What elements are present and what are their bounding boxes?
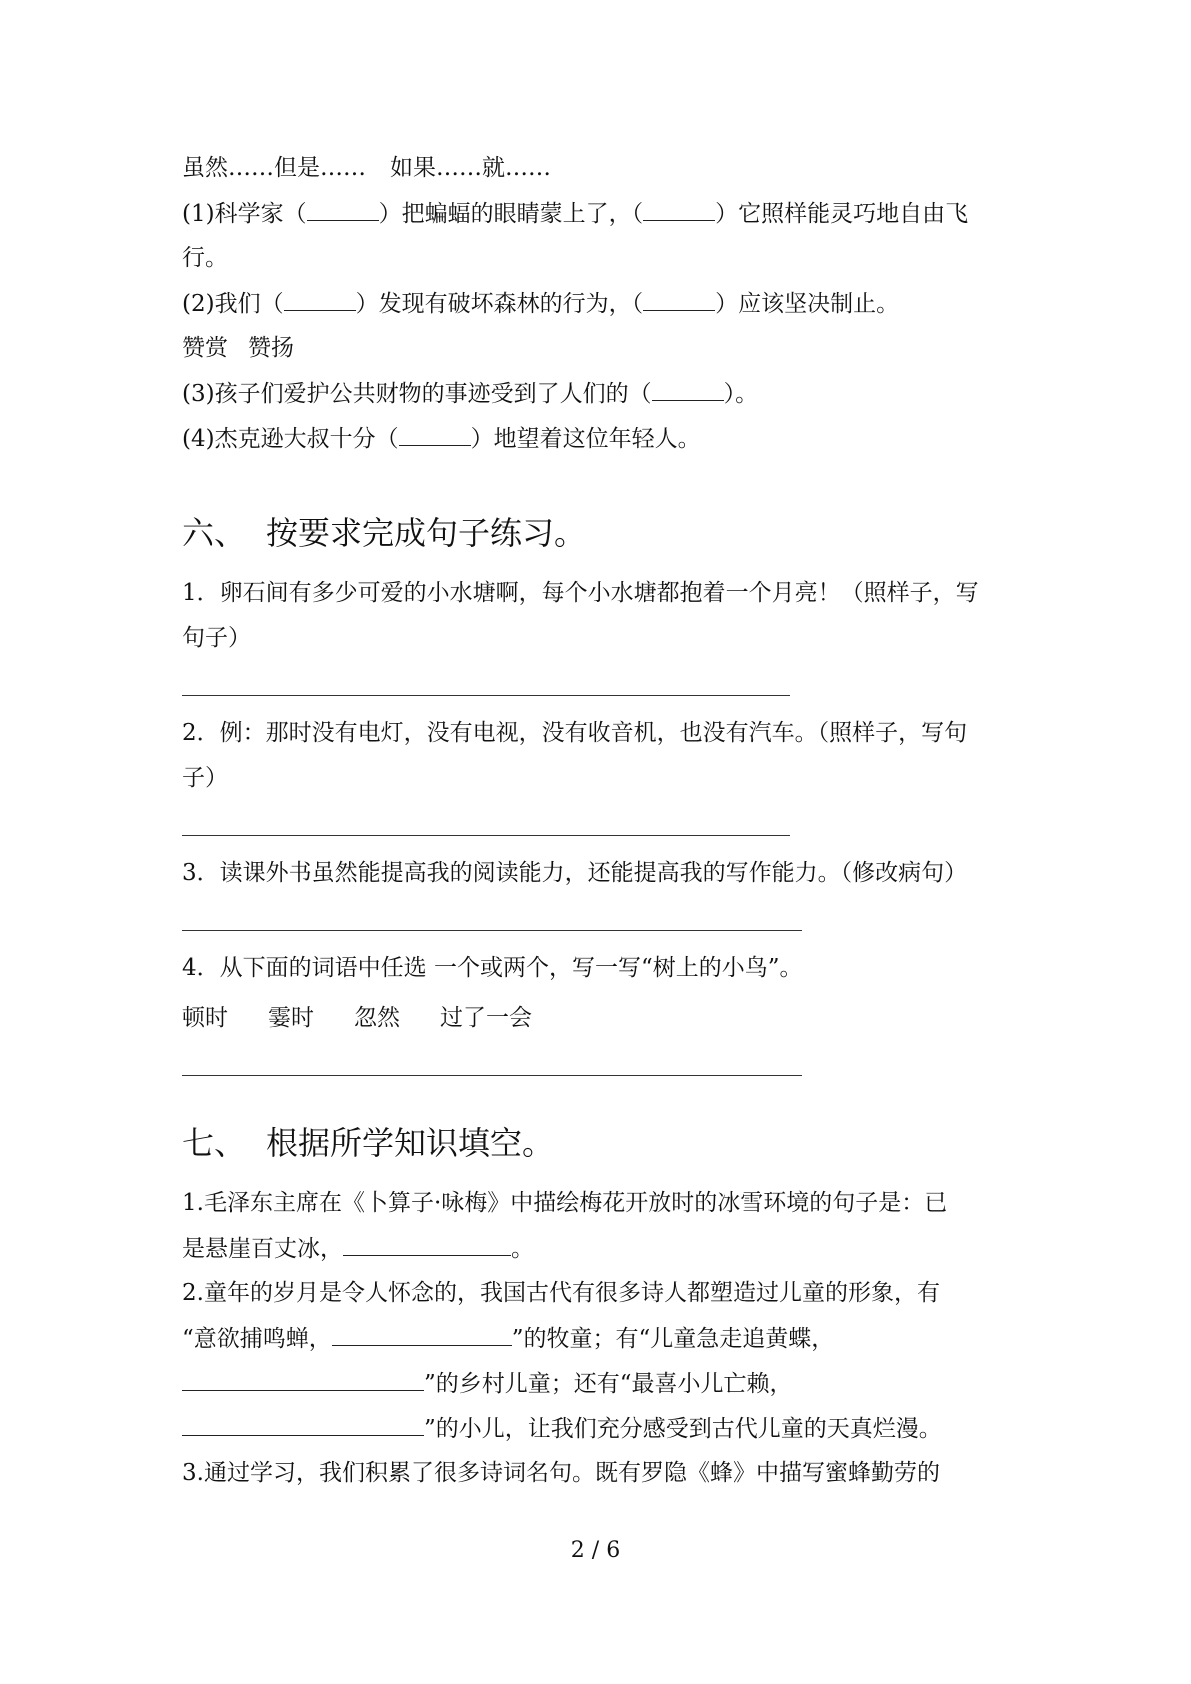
answer-line[interactable] [182,930,802,931]
question-5-4: (4)杰克逊大叔十分（ ）地望着这位年轻人。 [182,423,701,454]
question-7-2: 2.童年的岁月是令人怀念的，我国古代有很多诗人都塑造过儿童的形象，有 [182,1280,940,1306]
answer-blank[interactable] [652,378,724,401]
answer-blank[interactable] [643,198,715,221]
section-number: 七、 [182,1124,247,1162]
question-5-2: (2)我们（ ）发现有破坏森林的行为，（ ）应该坚决制止。 [182,288,899,319]
word-pair-1 [182,153,551,183]
word-option: 赞扬 [248,335,294,361]
question-7-1: 1.毛泽东主席在《卜算子·咏梅》中描绘梅花开放时的冰雪环境的句子是：已 [182,1190,948,1216]
question-5-3: (3)孩子们爱护公共财物的事迹受到了人们的（ ）。 [182,378,758,409]
word-option: 如果……就…… [390,155,551,181]
question-6-2: 2．例：那时没有电灯，没有电视，没有收音机，也没有汽车。（照样子，写句 [182,720,968,746]
question-6-1: 1．卵石间有多少可爱的小水塘啊，每个小水塘都抱着一个月亮！（照样子，写 [182,580,979,606]
answer-blank[interactable] [307,198,379,221]
answer-blank[interactable] [343,1233,511,1256]
answer-blank[interactable] [332,1323,512,1346]
question-7-3: 3.通过学习，我们积累了很多诗词名句。既有罗隐《蜂》中描写蜜蜂勤劳的 [182,1460,940,1486]
answer-blank[interactable] [182,1368,424,1391]
question-5-1-cont: 行。 [182,245,228,271]
word-option: 顿时 [182,1005,228,1031]
question-7-1-cont: 是悬崖百丈冰， 。 [182,1233,534,1264]
answer-blank[interactable] [643,288,715,311]
question-5-1: (1)科学家（ ）把蝙蝠的眼睛蒙上了，（ ）它照样能灵巧地自由飞 [182,198,968,229]
section-title: 按要求完成句子练习。 [266,514,587,552]
question-7-2-line3: ”的乡村儿童；还有“最喜小儿亡赖， [182,1368,793,1399]
question-6-1-cont: 句子） [182,625,251,651]
answer-line[interactable] [182,835,790,836]
section-number: 六、 [182,514,247,552]
section-7-heading [182,1123,554,1163]
word-option: 赞赏 [182,335,228,361]
section-6-heading [182,513,586,553]
answer-line[interactable] [182,695,790,696]
word-option: 过了一会 [440,1005,532,1031]
word-option: 忽然 [354,1005,400,1031]
question-7-2-line4: ”的小儿，让我们充分感受到古代儿童的天真烂漫。 [182,1413,942,1444]
question-6-2-cont: 子） [182,765,228,791]
answer-blank[interactable] [182,1413,424,1436]
word-option: 霎时 [268,1005,314,1031]
answer-blank[interactable] [284,288,356,311]
answer-line[interactable] [182,1075,802,1076]
question-6-3: 3．读课外书虽然能提高我的阅读能力，还能提高我的写作能力。（修改病句） [182,860,968,886]
word-option: 虽然……但是…… [182,155,366,181]
page-number: 2 / 6 [570,1538,621,1563]
word-list [182,1003,532,1033]
section-title: 根据所学知识填空。 [266,1124,555,1162]
question-7-2-line2: “意欲捕鸣蝉， ”的牧童；有“儿童急走追黄蝶， [182,1323,834,1354]
question-6-4: 4．从下面的词语中任选 一个或两个，写一写“树上的小鸟”。 [182,955,803,981]
word-pair-2 [182,333,294,363]
answer-blank[interactable] [399,423,471,446]
